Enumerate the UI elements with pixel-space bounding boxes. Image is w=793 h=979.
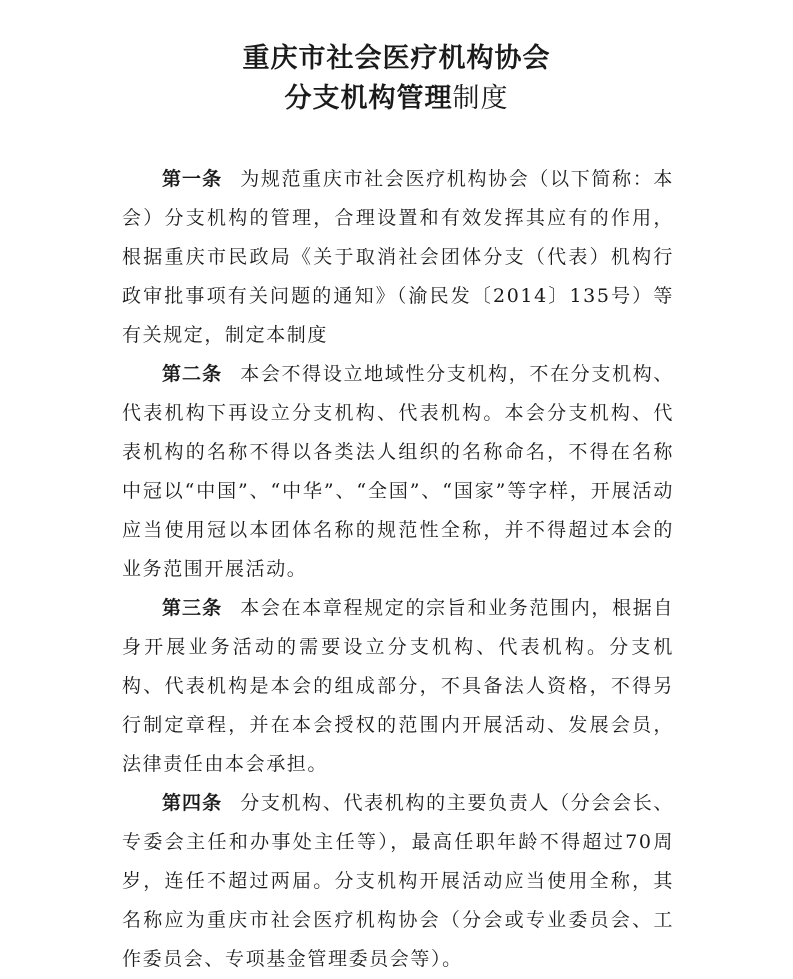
- document-body: [122, 160, 674, 979]
- article-text: 分支机构、代表机构的主要负责人（分会会长、专委会主任和办事处主任等），最高任职年龄不得超过70周岁，连任不超过两届。分支机构开展活动应当使用全称，其名称应为重庆市社会医疗机构协会（分会或专业委员会、工作委员会、专项基金管理委员会等）。: [122, 792, 674, 970]
- document-title-line2: [0, 82, 793, 116]
- article-text: 为规范重庆市社会医疗机构协会（以下简称：本会）分支机构的管理，合理设置和有效发挥其应有的作用，根据重庆市民政局《关于取消社会团体分支（代表）机构行政审批事项有关问题的通知》（渝民发〔2014〕135号）等有关规定，制定本制度: [122, 168, 674, 346]
- article-1: [122, 160, 674, 355]
- article-2: [122, 355, 674, 589]
- title-line2-bold: 分支机构管理: [284, 83, 453, 114]
- article-text: 本会不得设立地域性分支机构，不在分支机构、代表机构下再设立分支机构、代表机构。本会分支机构、代表机构的名称不得以各类法人组织的名称命名，不得在名称中冠以“中国”、“中华”、“全国”、“国家”等字样，开展活动应当使用冠以本团体名称的规范性全称，并不得超过本会的业务范围开展活动。: [122, 363, 674, 580]
- article-text: 本会在本章程规定的宗旨和业务范围内，根据自身开展业务活动的需要设立分支机构、代表机构。分支机构、代表机构是本会的组成部分，不具备法人资格，不得另行制定章程，并在本会授权的范围内开展活动、发展会员，法律责任由本会承担。: [122, 597, 674, 775]
- article-number: 第一条: [162, 168, 223, 190]
- article-4: [122, 784, 674, 979]
- article-3: [122, 589, 674, 784]
- article-number: 第四条: [162, 792, 223, 814]
- article-number: 第二条: [162, 363, 223, 385]
- document-title-line1: 重庆市社会医疗机构协会: [242, 43, 551, 74]
- title-line2-regular: 制度: [452, 83, 509, 114]
- article-number: 第三条: [162, 597, 223, 619]
